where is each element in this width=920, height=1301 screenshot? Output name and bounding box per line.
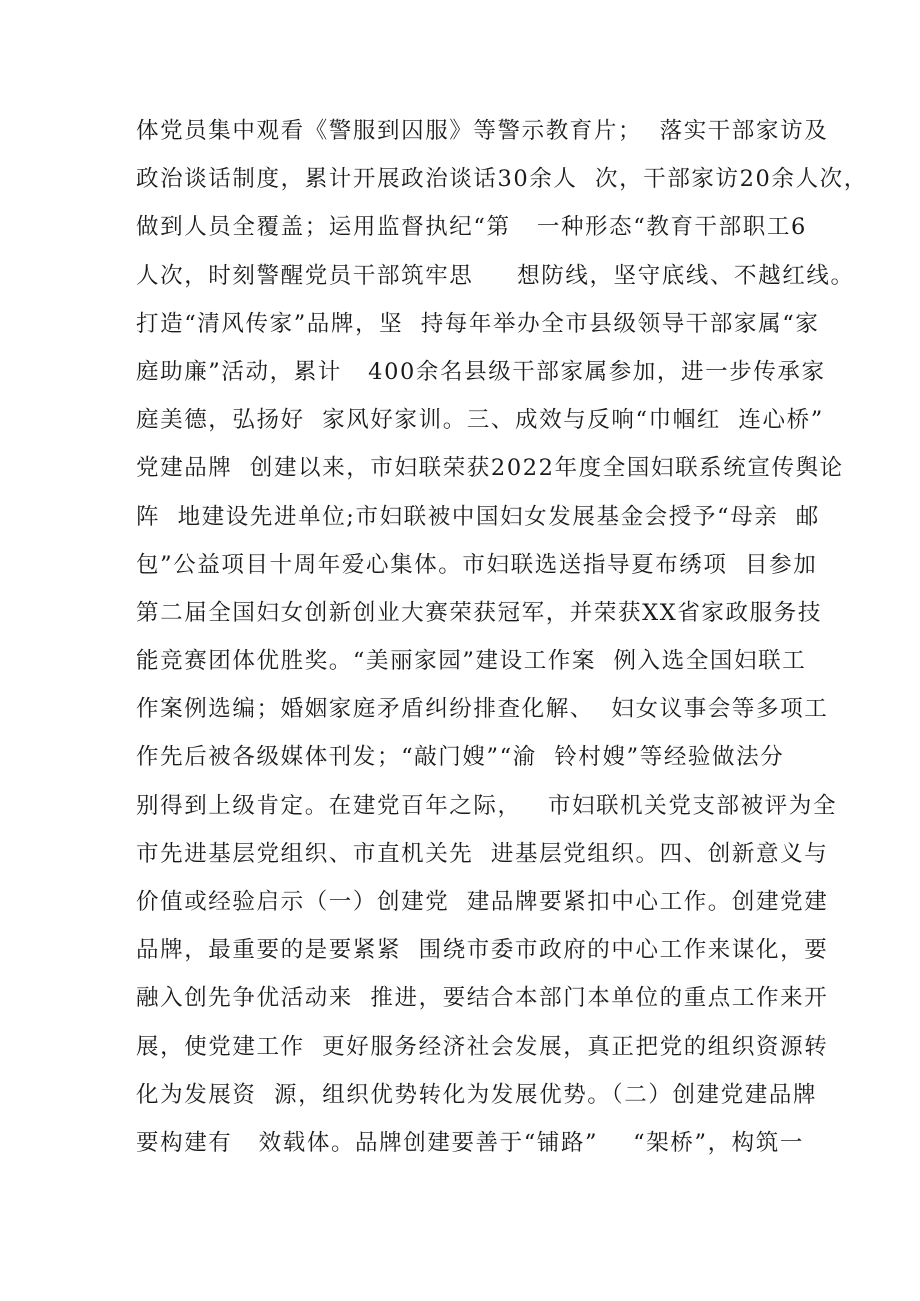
text-line: 价值或经验启示（一）创建党 建品牌要紧扣中心工作。创建党建 (136, 889, 829, 915)
text-line: 庭助廉”活动，累计 400余名县级干部家属参加，进一步传承家 (136, 358, 826, 385)
text-line: 化为发展资 源，组织优势转化为发展优势。（二）创建党建品牌 (136, 1081, 818, 1108)
text-line: 第二届全国妇女创新创业大赛荣获冠军，并荣获XX省家政服务技 (136, 599, 822, 626)
text-line: 作案例选编；婚姻家庭矛盾纠纷排查化解、 妇女议事会等多项工 (136, 696, 829, 723)
text-line: 能竞赛团体优胜奖。“美丽家园”建设工作案 例入选全国妇联工 (136, 648, 807, 675)
text-line: 别得到上级肯定。在建党百年之际， 市妇联机关党支部被评为全 (136, 792, 838, 819)
text-line: 党建品牌 创建以来，市妇联荣获2022年度全国妇联系统宣传舆论 (136, 455, 844, 482)
text-line: 作先后被各级媒体刊发；“敲门嫂”“渝 铃村嫂”等经验做法分 (136, 744, 785, 771)
text-line: 包”公益项目十周年爱心集体。市妇联选送指导夏布绣项 目参加 (136, 551, 818, 578)
text-line: 融入创先争优活动来 推进，要结合本部门本单位的重点工作来开 (136, 985, 829, 1012)
text-line: 展，使党建工作 更好服务经济社会发展，真正把党的组织资源转 (136, 1033, 829, 1060)
text-line: 打造“清风传家”品牌，坚 持每年举办全市县级领导干部家属“家 (136, 310, 820, 337)
text-line: 做到人员全覆盖；运用监督执纪“第 一种形态“教育干部职工6 (136, 214, 807, 241)
text-line: 品牌，最重要的是要紧紧 围绕市委市政府的中心工作来谋化，要 (136, 937, 829, 964)
text-line: 阵 地建设先进单位;市妇联被中国妇女发展基金会授予“母亲 邮 (136, 503, 820, 530)
text-line: 人次，时刻警醒党员干部筑牢思 想防线，坚守底线、不越红线。 (136, 262, 855, 289)
text-line: 要构建有 效载体。品牌创建要善于“铺路” “架桥”，构筑一 (136, 1129, 804, 1156)
text-line: 市先进基层党组织、市直机关先 进基层党组织。四、创新意义与 (136, 840, 829, 867)
text-line: 政治谈话制度，累计开展政治谈话30余人 次，干部家访20余人次， (136, 166, 868, 193)
text-line: 体党员集中观看《警服到囚服》等警示教育片； 落实干部家访及 (136, 118, 829, 144)
body-text (136, 107, 868, 1167)
text-line: 庭美德，弘扬好 家风好家训。三、成效与反响“巾帼红 连心桥” (136, 407, 824, 434)
